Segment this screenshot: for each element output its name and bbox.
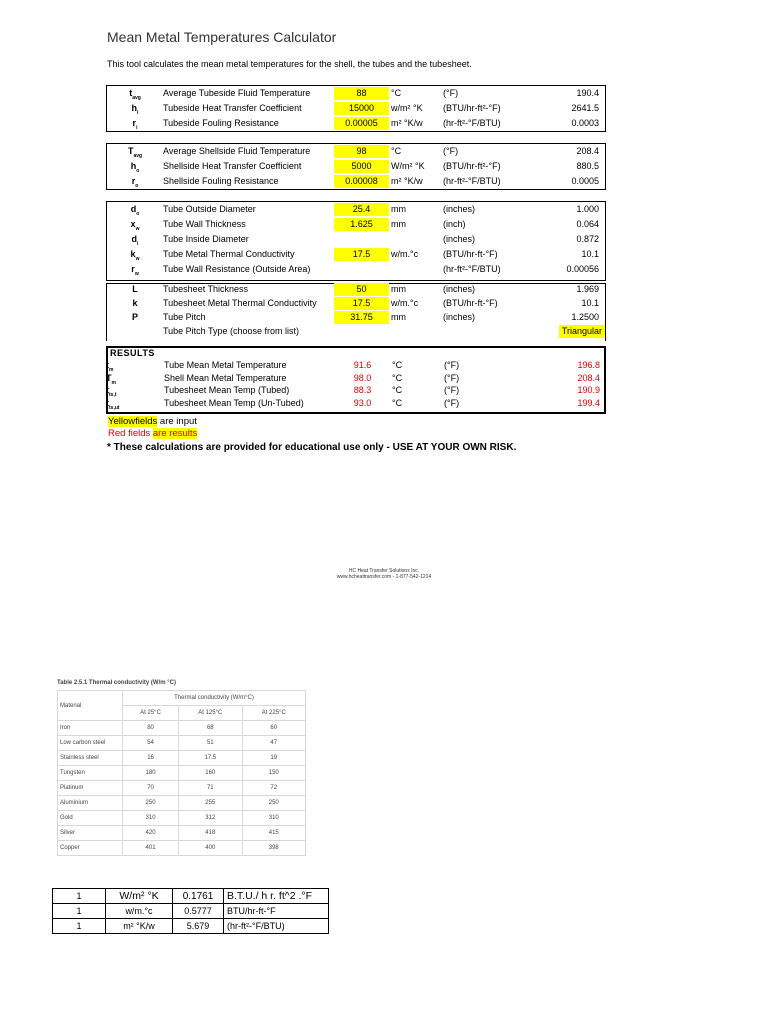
conductivity-value: 51	[179, 736, 242, 751]
conductivity-table-grid	[57, 690, 306, 856]
results-header: RESULTS	[110, 348, 155, 358]
material-name: Platinum	[58, 781, 123, 796]
result-celsius: 91.6	[353, 360, 372, 370]
footer-contact: www.hcheattransfer.com - 1-877-542-1214	[336, 574, 432, 580]
imperial-unit: (°F)	[443, 88, 459, 98]
tubesheet-row	[107, 297, 605, 311]
parameter-label: Average Shellside Fluid Temperature	[163, 146, 311, 156]
imperial-unit: (°F)	[444, 397, 460, 408]
variable-symbol	[107, 146, 163, 159]
converted-value: 0.0003	[571, 118, 599, 128]
si-unit: °C	[391, 146, 402, 156]
variable-symbol-letter: P	[131, 312, 138, 322]
imperial-unit: (BTU/hr-ft-°F)	[443, 298, 498, 308]
result-symbol-letter: t	[106, 397, 109, 408]
variable-symbol-subscript: w	[134, 270, 139, 277]
converted-value: 190.4	[576, 88, 599, 98]
parameter-label: Tubesheet Metal Thermal Conductivity	[163, 298, 317, 308]
parameter-label: Tube Wall Resistance (Outside Area)	[163, 264, 311, 274]
conductivity-value: 72	[242, 781, 305, 796]
converted-value: 1.969	[576, 284, 599, 294]
result-celsius: 93.0	[353, 397, 372, 408]
result-symbol-subscript: ts,ut	[109, 404, 120, 411]
variable-symbol-letter: L	[132, 284, 138, 294]
unit-conversion-table	[52, 888, 329, 934]
result-symbol-subscript: m	[111, 379, 116, 386]
variable-symbol-letter: h	[130, 161, 137, 171]
conductivity-table-caption: Table 2.5.1 Thermal conductivity (W/m °C)	[57, 680, 176, 686]
variable-symbol-letter: r	[131, 264, 135, 274]
variable-symbol	[107, 103, 163, 116]
variable-symbol	[107, 234, 163, 247]
converted-value: 0.064	[576, 219, 599, 229]
conversion-row	[53, 919, 329, 934]
result-row	[108, 372, 606, 384]
variable-symbol-subscript: o	[136, 210, 140, 217]
conductivity-value: 160	[179, 766, 242, 781]
conductivity-value: 68	[179, 721, 242, 736]
material-header: Material	[58, 691, 123, 721]
imperial-unit: (BTU/hr-ft-°F)	[443, 249, 498, 259]
conductivity-value: 180	[123, 766, 179, 781]
tube-row	[107, 263, 605, 277]
si-unit: mm	[391, 219, 406, 229]
tube-row	[107, 218, 605, 232]
tubesheet-row	[107, 325, 605, 339]
variable-symbol-letter: r	[132, 118, 137, 128]
imperial-unit: (inches)	[443, 312, 476, 322]
variable-symbol	[107, 219, 163, 232]
si-unit: mm	[391, 284, 406, 294]
table-row	[58, 736, 306, 751]
result-fahrenheit: 199.4	[577, 397, 600, 408]
tubeside-row	[107, 117, 605, 131]
conversion-factor-one: 1	[53, 904, 106, 919]
variable-symbol-letter: h	[131, 103, 138, 113]
si-unit: °C	[392, 372, 403, 383]
tubesheet-block	[106, 283, 606, 341]
si-unit: m² °K/w	[391, 176, 423, 186]
parameter-label: Tubesheet Thickness	[163, 284, 249, 294]
legend-red-text: are results	[152, 428, 198, 439]
result-label: Shell Mean Metal Temperature	[164, 372, 287, 383]
conversion-factor: 5.679	[173, 919, 224, 934]
temperature-header: At 25°C	[123, 706, 179, 721]
variable-symbol-subscript: w	[135, 225, 140, 232]
variable-symbol	[107, 118, 163, 131]
variable-symbol	[107, 284, 163, 297]
conductivity-value: 16	[123, 751, 179, 766]
parameter-label: Tube Metal Thermal Conductivity	[163, 249, 295, 259]
imperial-unit: (inch)	[443, 219, 466, 229]
si-unit: W/m² °K	[391, 161, 425, 171]
si-unit: w/m² °K	[391, 103, 423, 113]
conversion-imperial-unit: B.T.U./ h r. ft^2 .°F	[224, 889, 329, 904]
table-row	[58, 811, 306, 826]
parameter-label: Tubeside Heat Transfer Coefficient	[163, 103, 302, 113]
legend-red-label: Red fields	[108, 428, 153, 439]
result-label: Tubesheet Mean Temp (Un-Tubed)	[164, 397, 304, 408]
variable-symbol-letter: x	[130, 219, 136, 229]
variable-symbol-subscript: avg	[132, 94, 141, 101]
si-unit: °C	[392, 397, 403, 408]
table-row	[58, 751, 306, 766]
imperial-unit: (hr-ft²-°F/BTU)	[443, 118, 501, 128]
si-unit: m² °K/w	[391, 118, 423, 128]
conductivity-value: 47	[242, 736, 305, 751]
variable-symbol	[107, 161, 163, 174]
conductivity-value: 60	[242, 721, 305, 736]
conductivity-value: 80	[123, 721, 179, 736]
variable-symbol-subscript: avg	[133, 152, 143, 159]
tube-row	[107, 203, 605, 217]
conductivity-value: 418	[179, 826, 242, 841]
imperial-unit: (hr-ft²-°F/BTU)	[443, 264, 501, 274]
intro-text: This tool calculates the mean metal temperatures for the shell, the tubes and the tubesheet.	[107, 59, 472, 69]
pitch-type-select[interactable]: Triangular	[559, 325, 605, 338]
disclaimer: * These calculations are provided for educational use only - USE AT YOUR OWN RISK.	[107, 442, 517, 453]
result-symbol-letter: t	[106, 385, 109, 395]
table-row	[58, 796, 306, 811]
converted-value: 0.00056	[566, 264, 599, 274]
footer-company: HC Heat Transfer Solutions Inc.	[348, 568, 420, 574]
input-field[interactable]: 50	[334, 283, 389, 296]
conversion-imperial-unit: (hr-ft²-°F/BTU)	[224, 919, 329, 934]
conductivity-value: 250	[242, 796, 305, 811]
converted-value: 1.000	[576, 204, 599, 214]
result-row	[108, 359, 606, 371]
parameter-label: Tube Inside Diameter	[163, 234, 249, 244]
imperial-unit: (°F)	[444, 372, 460, 383]
converted-value: 0.872	[576, 234, 599, 244]
temperature-header: At 125°C	[179, 706, 242, 721]
variable-symbol-letter: d	[131, 234, 138, 244]
imperial-unit: (hr-ft²-°F/BTU)	[443, 176, 501, 186]
variable-symbol	[107, 88, 163, 101]
imperial-unit: (°F)	[444, 385, 460, 395]
tubeside-block	[106, 85, 606, 132]
input-field[interactable]: 17.5	[334, 248, 389, 261]
input-field[interactable]: 5000	[334, 160, 389, 173]
conductivity-value: 255	[179, 796, 242, 811]
table-row	[58, 766, 306, 781]
variable-symbol-letter: k	[130, 249, 136, 259]
conversion-si-unit: W/m² °K	[106, 889, 173, 904]
variable-symbol-subscript: w	[135, 255, 140, 262]
imperial-unit: (BTU/hr-ft²-°F)	[443, 161, 501, 171]
parameter-label: Tubeside Fouling Resistance	[163, 118, 279, 128]
converted-value: 1.2500	[571, 312, 599, 322]
converted-value: 208.4	[576, 146, 599, 156]
si-unit: °C	[391, 88, 402, 98]
conductivity-value: 17.5	[179, 751, 242, 766]
tubesheet-row	[107, 311, 605, 325]
material-name: Gold	[58, 811, 123, 826]
variable-symbol-subscript: o	[135, 182, 139, 189]
conductivity-value: 54	[123, 736, 179, 751]
converted-value: 880.5	[576, 161, 599, 171]
table-row	[58, 826, 306, 841]
conductivity-value: 310	[123, 811, 179, 826]
conversion-row	[53, 889, 329, 904]
input-field[interactable]: 88	[334, 87, 389, 100]
result-row	[108, 384, 606, 396]
imperial-unit: (°F)	[444, 360, 460, 370]
page-title: Mean Metal Temperatures Calculator	[107, 29, 337, 45]
conductivity-value: 420	[123, 826, 179, 841]
tube-row	[107, 248, 605, 262]
conductivity-value: 70	[123, 781, 179, 796]
result-symbol-subscript: m	[109, 366, 114, 373]
conductivity-value: 401	[123, 841, 179, 856]
material-name: Stainless steel	[58, 751, 123, 766]
conductivity-header: Thermal conductivity (W/m°C)	[123, 691, 306, 706]
result-fahrenheit: 190.9	[577, 385, 600, 395]
variable-symbol-subscript: o	[136, 167, 140, 174]
variable-symbol	[107, 264, 163, 277]
si-unit: w/m.°c	[391, 298, 419, 308]
conversion-imperial-unit: BTU/hr-ft-°F	[224, 904, 329, 919]
parameter-label: Tube Pitch Type (choose from list)	[163, 326, 300, 336]
si-unit: mm	[391, 312, 406, 322]
variable-symbol	[107, 176, 163, 189]
tubeside-row	[107, 102, 605, 116]
result-symbol-subscript: ts,t	[109, 391, 117, 398]
variable-symbol-letter: k	[132, 298, 138, 308]
parameter-label: Average Tubeside Fluid Temperature	[163, 88, 311, 98]
table-header-row	[58, 691, 306, 706]
material-name: Aluminium	[58, 796, 123, 811]
legend-yellow-text: are input	[157, 416, 197, 427]
input-field[interactable]: 0.00008	[334, 175, 389, 188]
tubesheet-row	[107, 283, 605, 297]
conversion-factor-one: 1	[53, 889, 106, 904]
input-field[interactable]: 25.4	[334, 203, 389, 216]
tube-row	[107, 233, 605, 247]
shellside-row	[107, 175, 605, 189]
variable-symbol-subscript: i	[137, 109, 139, 116]
imperial-unit: (inches)	[443, 284, 476, 294]
input-field[interactable]: 31.75	[334, 311, 389, 324]
material-name: Copper	[58, 841, 123, 856]
temperature-header: At 225°C	[242, 706, 305, 721]
legend-yellow	[108, 416, 197, 427]
conductivity-table	[57, 680, 307, 860]
input-field[interactable]: 1.625	[334, 218, 389, 231]
conversion-si-unit: m² °K/w	[106, 919, 173, 934]
converted-value: 0.0005	[571, 176, 599, 186]
parameter-label: Shellside Fouling Resistance	[163, 176, 279, 186]
result-celsius: 98.0	[353, 372, 372, 383]
converted-value: 2641.5	[571, 103, 599, 113]
variable-symbol	[107, 249, 163, 262]
input-field[interactable]: 17.5	[334, 297, 389, 310]
parameter-label: Tube Wall Thickness	[163, 219, 246, 229]
tubeside-row	[107, 87, 605, 101]
conductivity-value: 150	[242, 766, 305, 781]
result-label: Tube Mean Metal Temperature	[164, 360, 287, 370]
variable-symbol-subscript: i	[137, 240, 139, 247]
imperial-unit: (inches)	[443, 204, 476, 214]
imperial-unit: (BTU/hr-ft²-°F)	[443, 103, 501, 113]
legend-red	[108, 428, 197, 439]
conductivity-value: 398	[242, 841, 305, 856]
conductivity-value: 415	[242, 826, 305, 841]
tube-geometry-block	[106, 201, 606, 281]
result-symbol-letter: t	[106, 360, 109, 370]
conversion-factor-one: 1	[53, 919, 106, 934]
conductivity-value: 312	[179, 811, 242, 826]
legend-yellow-label: Yellowfields	[108, 416, 158, 427]
si-unit: °C	[392, 360, 403, 370]
variable-symbol-letter: r	[131, 176, 136, 186]
material-name: Silver	[58, 826, 123, 841]
converted-value: 10.1	[581, 298, 599, 308]
conductivity-value: 250	[123, 796, 179, 811]
variable-symbol-subscript: i	[136, 124, 138, 131]
parameter-label: Tube Pitch	[163, 312, 206, 322]
si-unit: °C	[392, 385, 403, 395]
imperial-unit: (inches)	[443, 234, 476, 244]
conversion-row	[53, 904, 329, 919]
parameter-label: Shellside Heat Transfer Coefficient	[163, 161, 302, 171]
conversion-si-unit: w/m.°c	[106, 904, 173, 919]
imperial-unit: (°F)	[443, 146, 459, 156]
si-unit: w/m.°c	[391, 249, 419, 259]
result-fahrenheit: 208.4	[577, 372, 600, 383]
table-row	[58, 841, 306, 856]
si-unit: mm	[391, 204, 406, 214]
input-field[interactable]: 0.00005	[334, 117, 389, 130]
conductivity-value: 71	[179, 781, 242, 796]
material-name: Iron	[58, 721, 123, 736]
input-field[interactable]: 15000	[334, 102, 389, 115]
conductivity-value: 19	[242, 751, 305, 766]
result-symbol-letter: T	[106, 372, 112, 383]
material-name: Tungsten	[58, 766, 123, 781]
conversion-factor: 0.1761	[173, 889, 224, 904]
result-celsius: 88.3	[353, 385, 372, 395]
variable-symbol-letter: t	[129, 88, 133, 98]
result-row	[108, 397, 606, 409]
variable-symbol	[107, 312, 163, 325]
input-field[interactable]: 98	[334, 145, 389, 158]
conversion-factor: 0.5777	[173, 904, 224, 919]
conductivity-value: 310	[242, 811, 305, 826]
results-block	[106, 346, 606, 414]
table-row	[58, 721, 306, 736]
variable-symbol	[107, 204, 163, 217]
material-name: Low carbon steel	[58, 736, 123, 751]
result-fahrenheit: 196.8	[577, 360, 600, 370]
parameter-label: Tube Outside Diameter	[163, 204, 256, 214]
result-label: Tubesheet Mean Temp (Tubed)	[164, 385, 290, 395]
variable-symbol-letter: d	[130, 204, 137, 214]
shellside-block	[106, 143, 606, 190]
result-symbol	[106, 398, 126, 411]
shellside-row	[107, 145, 605, 159]
table-row	[58, 781, 306, 796]
conductivity-value: 400	[179, 841, 242, 856]
shellside-row	[107, 160, 605, 174]
converted-value: 10.1	[581, 249, 599, 259]
variable-symbol-letter: T	[127, 146, 134, 156]
variable-symbol	[107, 298, 163, 311]
